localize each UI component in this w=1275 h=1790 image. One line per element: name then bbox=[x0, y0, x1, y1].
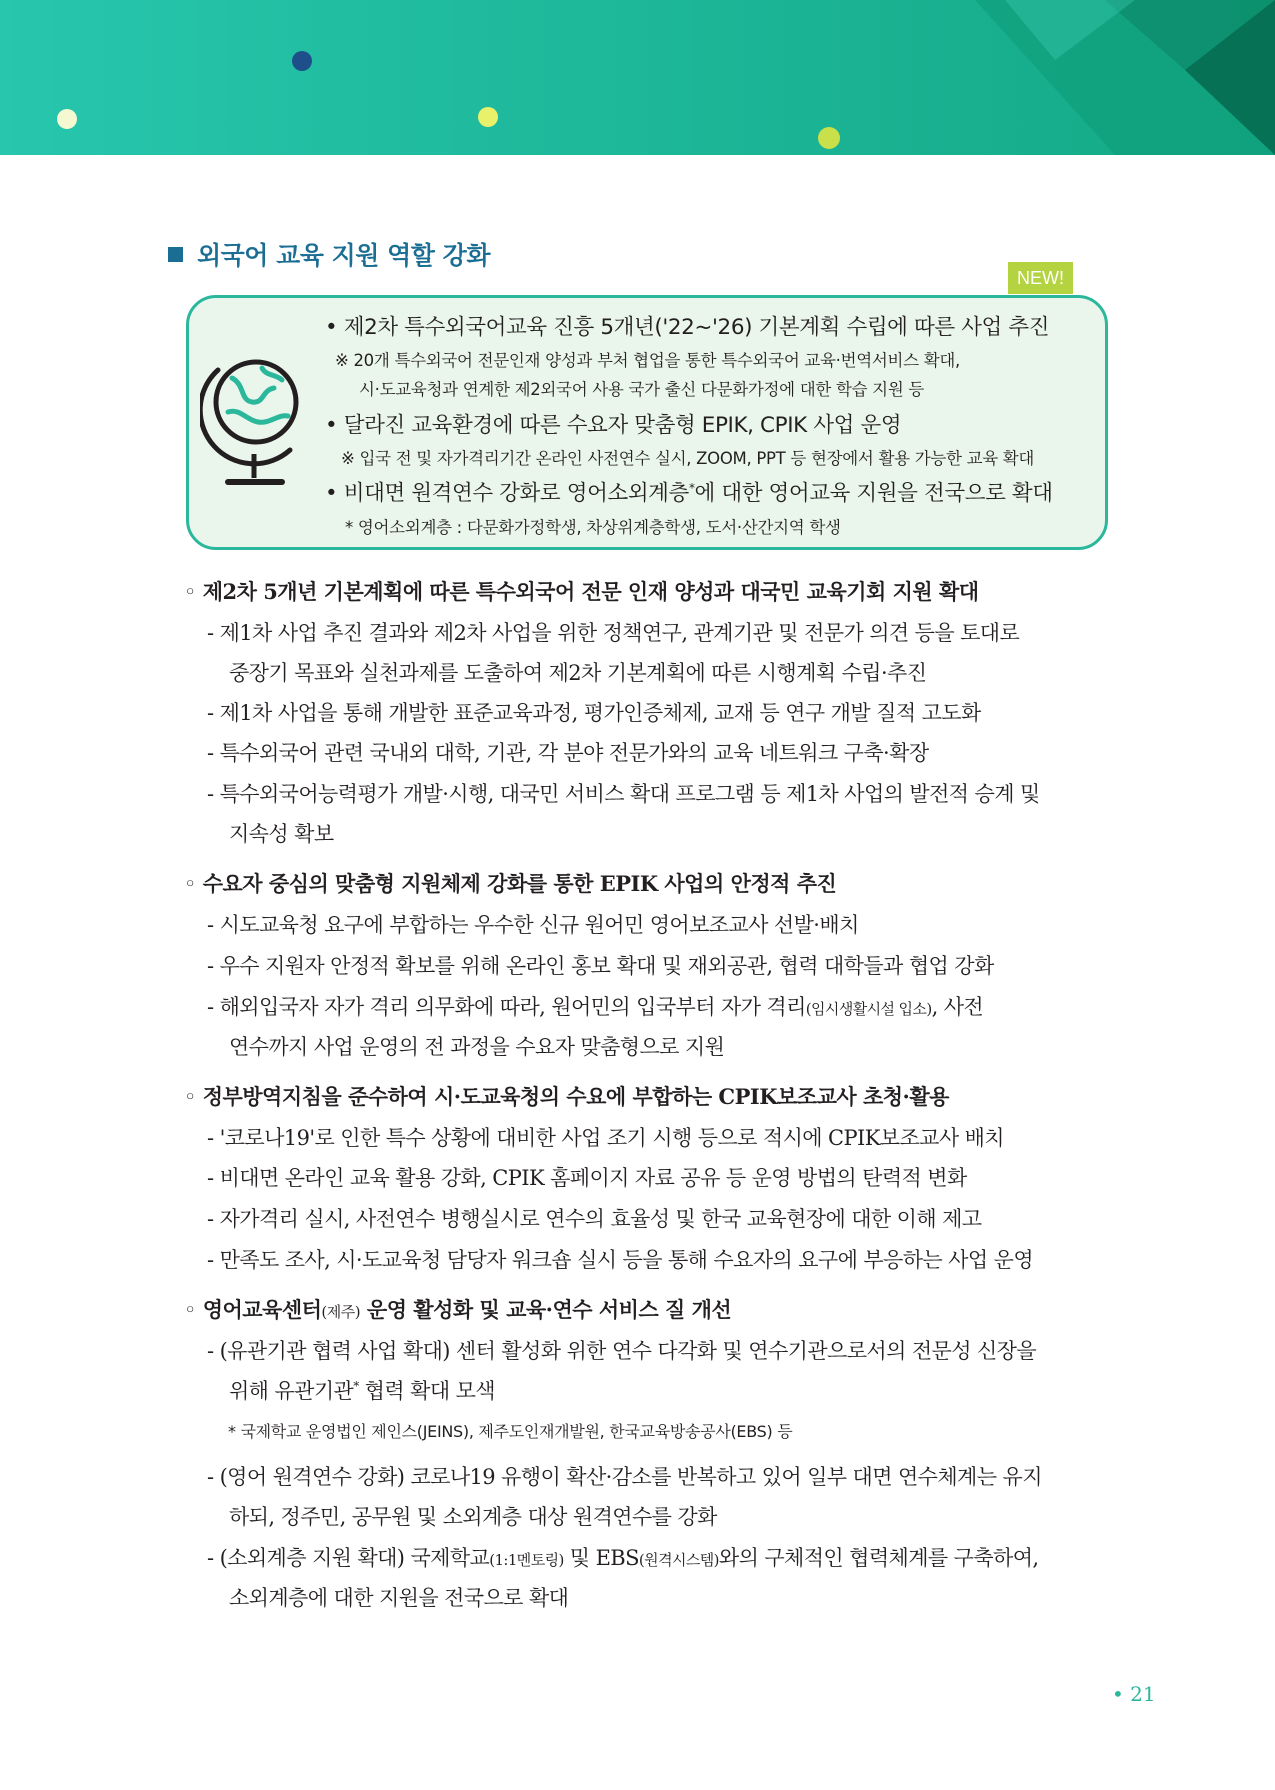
s4-item-2-cont: 하되, 정주민, 공무원 및 소외계층 대상 원격연수를 강화 bbox=[229, 1505, 717, 1529]
s4-item-1-cont-pre: 위해 유관기관 bbox=[229, 1379, 354, 1403]
s4-item-1-cont-post: 협력 확대 모색 bbox=[358, 1379, 495, 1403]
s2-item-1: - 시도교육청 요구에 부합하는 우수한 신규 원어민 영어보조교사 선발·배치 bbox=[207, 913, 859, 937]
s4-item-3-s2: (원격시스템) bbox=[638, 1551, 719, 1569]
s1-item-1: - 제1차 사업 추진 결과와 제2차 사업을 위한 정책연구, 관계기관 및 전문가 의견 등을 토대로 bbox=[207, 621, 1020, 645]
s1-item-4: - 특수외국어능력평가 개발·시행, 대국민 서비스 확대 프로그램 등 제1차 사업의 발전적 승계 및 bbox=[207, 782, 1040, 806]
s4-item-1: - (유관기관 협력 사업 확대) 센터 활성화 위한 연수 다각화 및 연수기관으로서의 전문성 신장을 bbox=[207, 1339, 1037, 1363]
box-bullet-3-post: 에 대한 영어교육 지원을 전국으로 확대 bbox=[694, 481, 1053, 506]
s1-item-4-cont: 지속성 확보 bbox=[229, 822, 334, 846]
s2-item-2: - 우수 지원자 안정적 확보를 위해 온라인 홍보 확대 및 재외공관, 협력 대학들과 협업 강화 bbox=[207, 954, 994, 978]
s4-title-small: (제주) bbox=[321, 1303, 361, 1321]
banner-dot bbox=[57, 109, 77, 129]
s3-item-1: - '코로나19'로 인한 특수 상황에 대비한 사업 조기 시행 등으로 적시에 CPIK보조교사 배치 bbox=[207, 1126, 1004, 1150]
s4-item-3-c: 와의 구체적인 협력체계를 구축하여, bbox=[718, 1546, 1039, 1570]
box-bullet-3 bbox=[325, 476, 1053, 507]
s2-item-3-small: (임시생활시설 입소) bbox=[805, 1000, 932, 1018]
s1-item-1-cont: 중장기 목표와 실천과제를 도출하여 제2차 기본계획에 따른 시행계획 수립·추진 bbox=[229, 661, 927, 685]
box-note-2: ※ 입국 전 및 자가격리기간 온라인 사전연수 실시, ZOOM, PPT 등 현장에서 활용 가능한 교육 확대 bbox=[341, 449, 1035, 468]
footnote-marker: * bbox=[353, 1379, 359, 1393]
s4-item-3-cont: 소외계층에 대한 지원을 전국으로 확대 bbox=[229, 1586, 569, 1610]
s3-item-4: - 만족도 조사, 시·도교육청 담당자 워크숍 실시 등을 통해 수요자의 요구에 부응하는 사업 운영 bbox=[207, 1248, 1034, 1272]
box-bullet-1: • 제2차 특수외국어교육 진흥 5개년('22~'26) 기본계획 수립에 따른 사업 추진 bbox=[325, 315, 1050, 340]
section-heading bbox=[168, 236, 490, 272]
box-bullet-2: • 달라진 교육환경에 따른 수요자 맞춤형 EPIK, CPIK 사업 운영 bbox=[325, 413, 902, 438]
s4-item-3-b: 및 EBS bbox=[563, 1546, 639, 1570]
s4-title-post: 운영 활성화 및 교육·연수 서비스 질 개선 bbox=[360, 1297, 732, 1322]
s2-item-3-pre: - 해외입국자 자가 격리 의무화에 따라, 원어민의 입국부터 자가 격리 bbox=[207, 995, 806, 1019]
section-4-title bbox=[184, 1294, 731, 1324]
box-note-3: * 영어소외계층 : 다문화가정학생, 차상위계층학생, 도서·산간지역 학생 bbox=[345, 518, 841, 537]
s4-item-3-s1: (1:1멘토링) bbox=[489, 1551, 564, 1569]
banner-decoration bbox=[855, 0, 1275, 155]
s1-item-3: - 특수외국어 관련 국내외 대학, 기관, 각 분야 전문가와의 교육 네트워크 구축·확장 bbox=[207, 741, 929, 765]
s3-item-2: - 비대면 온라인 교육 활용 강화, CPIK 홈페이지 자료 공유 등 운영 방법의 탄력적 변화 bbox=[207, 1166, 967, 1190]
box-bullet-3-pre: • 비대면 원격연수 강화로 영어소외계층 bbox=[325, 481, 689, 506]
s4-footnote: * 국제학교 운영법인 제인스(JEINS), 제주도인재개발원, 한국교육방송공사(EBS) 등 bbox=[228, 1422, 793, 1441]
globe-icon bbox=[200, 350, 310, 500]
s2-item-3 bbox=[207, 991, 983, 1021]
banner-dot bbox=[292, 51, 312, 71]
new-badge: NEW! bbox=[1008, 262, 1073, 294]
s4-item-2: - (영어 원격연수 강화) 코로나19 유행이 확산·감소를 반복하고 있어 일부 대면 연수체계는 유지 bbox=[207, 1465, 1042, 1489]
s3-item-3: - 자가격리 실시, 사전연수 병행실시로 연수의 효율성 및 한국 교육현장에 대한 이해 제고 bbox=[207, 1207, 982, 1231]
banner-dot bbox=[478, 107, 498, 127]
section-1-title: ◦ 제2차 5개년 기본계획에 따른 특수외국어 전문 인재 양성과 대국민 교육기회 지원 확대 bbox=[184, 579, 979, 604]
banner-dot bbox=[818, 127, 840, 149]
s4-item-3-a: - (소외계층 지원 확대) 국제학교 bbox=[207, 1546, 490, 1570]
section-3-title: ◦ 정부방역지침을 준수하여 시·도교육청의 수요에 부합하는 CPIK보조교사 초청·활용 bbox=[184, 1084, 949, 1109]
box-note-1b: 시·도교육청과 연계한 제2외국어 사용 국가 출신 다문화가정에 대한 학습 지원 등 bbox=[359, 380, 925, 399]
section-2-title: ◦ 수요자 중심의 맞춤형 지원체제 강화를 통한 EPIK 사업의 안정적 추진 bbox=[184, 871, 837, 896]
page-number: • 21 bbox=[1112, 1682, 1156, 1706]
s4-item-1-cont bbox=[229, 1375, 495, 1405]
s4-item-3 bbox=[207, 1542, 1038, 1572]
square-bullet-icon bbox=[168, 247, 183, 262]
s1-item-2: - 제1차 사업을 통해 개발한 표준교육과정, 평가인증체제, 교재 등 연구 개발 질적 고도화 bbox=[207, 701, 981, 725]
header-banner bbox=[0, 0, 1275, 155]
heading-text: 외국어 교육 지원 역할 강화 bbox=[197, 241, 490, 270]
s4-title-pre: ◦ 영어교육센터 bbox=[184, 1297, 322, 1322]
s2-item-3-post: , 사전 bbox=[931, 995, 984, 1019]
footnote-marker: * bbox=[688, 480, 695, 495]
s2-item-3-cont: 연수까지 사업 운영의 전 과정을 수요자 맞춤형으로 지원 bbox=[229, 1035, 725, 1059]
box-note-1a: ※ 20개 특수외국어 전문인재 양성과 부처 협업을 통한 특수외국어 교육·번역서비스 확대, bbox=[335, 351, 960, 370]
